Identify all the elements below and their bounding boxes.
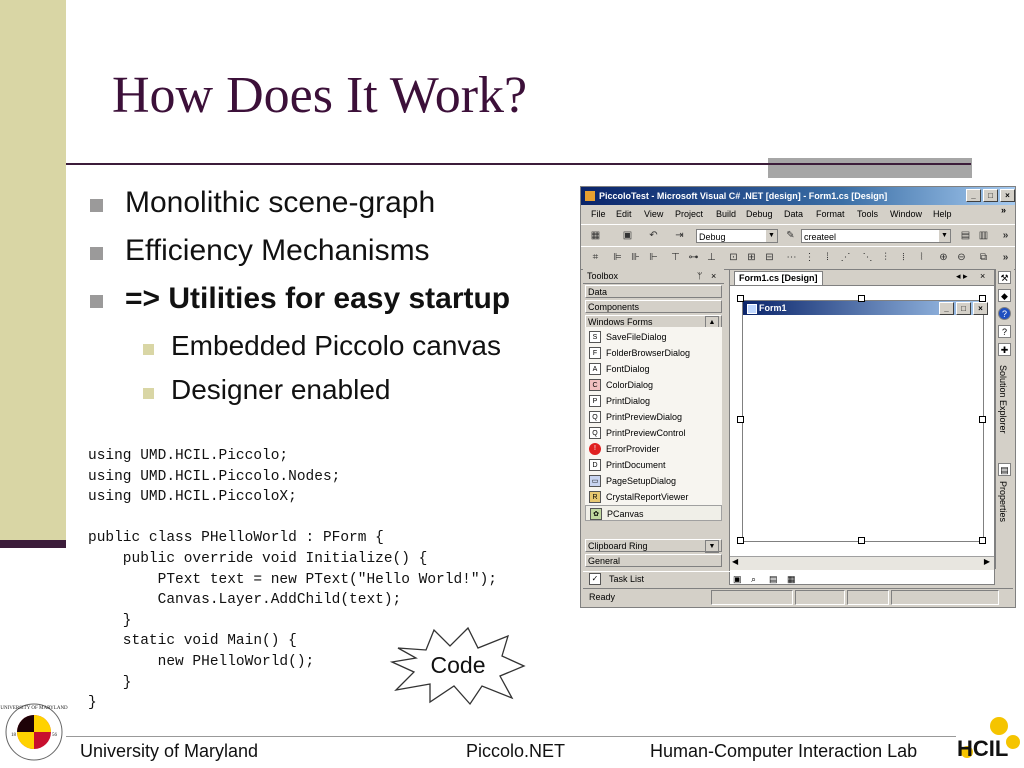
class-view-icon[interactable]: ◆: [998, 289, 1011, 302]
command-window-icon[interactable]: ▤: [769, 574, 778, 584]
toolbox-item[interactable]: [585, 377, 722, 393]
toolbox-item-label: PageSetupDialog: [606, 476, 677, 486]
errorprovider-icon: !: [589, 443, 601, 455]
side-panel: [995, 269, 1014, 569]
code-line: }: [88, 695, 97, 712]
status-cell: [795, 590, 845, 605]
toolbox-item-label: PrintDocument: [606, 460, 666, 470]
align-center-icon[interactable]: ⊪: [631, 252, 640, 263]
layout-toolbar: [581, 246, 1015, 270]
toolbox-item[interactable]: [585, 409, 722, 425]
toolbox-category-components[interactable]: Components: [585, 300, 722, 313]
toolbox-item-label: PrintPreviewDialog: [606, 412, 683, 422]
code-line: static void Main() {: [88, 633, 297, 650]
center-horizontal-icon[interactable]: ⊕: [939, 252, 948, 263]
footer-left-text: University of Maryland: [80, 741, 259, 761]
pagesetupdialog-icon: ▭: [589, 475, 601, 487]
menu-bar: [581, 207, 1015, 223]
maximize-button[interactable]: □: [983, 189, 998, 202]
close-icon[interactable]: ×: [980, 271, 986, 281]
menu-data[interactable]: Data: [784, 209, 804, 219]
toolbar-overflow-icon[interactable]: »: [1002, 230, 1009, 241]
status-cell: [891, 590, 999, 605]
tab-scroll-icon[interactable]: ◂ ▸: [956, 271, 968, 281]
center-vertical-icon[interactable]: ⊖: [957, 252, 966, 263]
vspacing-increase-icon[interactable]: ⫶: [884, 252, 887, 263]
status-cell: [711, 590, 793, 605]
toolbox-item-label: FontDialog: [606, 364, 650, 374]
menu-debug[interactable]: Debug: [746, 209, 773, 219]
hcil-logo: [955, 712, 1023, 768]
status-cell: [847, 590, 889, 605]
designer-tab-strip: [730, 270, 994, 286]
hcil-logo-text: HCIL: [957, 736, 1009, 761]
umd-logo-year-left: 18: [11, 733, 16, 738]
window-controls: [966, 189, 1015, 202]
status-text: Ready: [589, 592, 616, 602]
scroll-right-icon[interactable]: ▶: [983, 557, 990, 566]
toolbox-category-data[interactable]: Data: [585, 285, 722, 298]
bring-to-front-icon[interactable]: ⧉: [979, 252, 988, 263]
close-icon[interactable]: ×: [711, 271, 717, 281]
code-line: new PHelloWorld();: [88, 653, 315, 670]
toolbox-item-label: CrystalReportViewer: [606, 492, 689, 502]
menu-window[interactable]: Window: [890, 209, 923, 219]
toolbox-item-label: ErrorProvider: [606, 444, 660, 454]
properties-window-icon[interactable]: ▤: [998, 463, 1011, 476]
toolbox-item-label: SaveFileDialog: [606, 332, 667, 342]
task-list-bar: [583, 571, 993, 586]
new-project-icon[interactable]: ▦: [590, 230, 601, 241]
code-line: public class PHelloWorld : PForm {: [88, 530, 384, 547]
save-icon[interactable]: ▣: [622, 230, 633, 241]
standard-toolbar: [581, 224, 1015, 247]
callout-label: Code: [430, 652, 486, 678]
same-height-icon[interactable]: ⊞: [747, 252, 756, 263]
title-rule: [66, 163, 971, 165]
toolbox-category-general[interactable]: General: [585, 554, 722, 567]
toolbox-item[interactable]: [585, 393, 722, 409]
tab-properties[interactable]: Properties: [998, 481, 1008, 523]
resize-handle[interactable]: [858, 537, 865, 544]
toolbox-tab-icon[interactable]: ⚒: [998, 271, 1011, 284]
resize-handle[interactable]: [979, 416, 986, 423]
menu-tools[interactable]: Tools: [857, 209, 879, 219]
fontdialog-icon: A: [589, 363, 601, 375]
sub-bullet-text: Embedded Piccolo canvas: [171, 330, 501, 361]
sub-bullet-text: Designer enabled: [171, 374, 391, 405]
form-designer: [729, 269, 995, 585]
toolbox-category-clipboard-ring[interactable]: [585, 539, 722, 552]
slide-sidebar: [0, 0, 66, 548]
bullet-text: Monolithic scene-graph: [125, 186, 436, 219]
form-icon: [747, 304, 757, 314]
resize-handle[interactable]: [979, 295, 986, 302]
pcanvas-icon: ✿: [590, 508, 602, 520]
vspacing-remove-icon[interactable]: ⦚: [920, 252, 923, 263]
tab-form1-design[interactable]: Form1.cs [Design]: [734, 271, 823, 285]
menu-project[interactable]: Project: [675, 209, 704, 219]
sidebar-accent: [0, 540, 66, 548]
ide-window-title: PiccoloTest - Microsoft Visual C# .NET [design] - Form1.cs [Design]: [599, 191, 888, 201]
toolbox-item-selected[interactable]: [585, 505, 722, 521]
resize-handle[interactable]: [737, 537, 744, 544]
toolbox-title: Toolbox: [587, 271, 619, 281]
same-width-icon[interactable]: ⊡: [729, 252, 738, 263]
footer-right-text: Human-Computer Interaction Lab: [650, 741, 918, 761]
toolbox-item[interactable]: [585, 425, 722, 441]
scroll-up-icon[interactable]: ▲: [705, 316, 719, 329]
align-top-icon[interactable]: ⊤: [671, 252, 680, 263]
bullet-marker: [90, 247, 103, 260]
umd-logo-year-right: 56: [52, 733, 57, 738]
savefiledialog-icon: S: [589, 331, 601, 343]
index-icon[interactable]: ?: [998, 325, 1011, 338]
slide-title: How Does It Work?: [112, 67, 528, 124]
maximize-button: □: [956, 302, 971, 315]
colordialog-icon: C: [589, 379, 601, 391]
horizontal-scrollbar[interactable]: [730, 556, 994, 570]
hspacing-remove-icon[interactable]: ⋰: [840, 252, 851, 263]
resize-handle[interactable]: [858, 295, 865, 302]
sub-bullet-marker: [143, 344, 154, 355]
vspacing-decrease-icon[interactable]: ⦙: [902, 252, 905, 263]
menu-format[interactable]: Format: [816, 209, 845, 219]
align-bottom-icon[interactable]: ⊥: [707, 252, 716, 263]
form1-titlebar: [743, 301, 983, 315]
bullet-text: Efficiency Mechanisms: [125, 234, 430, 267]
close-button: ×: [973, 302, 988, 315]
vspacing-icon[interactable]: ⋱: [862, 252, 873, 263]
menu-edit[interactable]: Edit: [616, 209, 632, 219]
pin-icon[interactable]: ᛘ: [697, 271, 703, 281]
toolbox-item-label: FolderBrowserDialog: [606, 348, 691, 358]
toolbox-items: [585, 327, 722, 517]
category-label: Clipboard Ring: [588, 541, 648, 551]
toolbox-panel: [583, 269, 724, 573]
toolbox-item[interactable]: [585, 441, 722, 457]
crystalreportviewer-icon: R: [589, 491, 601, 503]
scroll-left-icon[interactable]: ◀: [732, 557, 739, 566]
umd-logo: [0, 700, 68, 764]
code-line: PText text = new PText("Hello World!");: [88, 571, 497, 588]
toolbox-item[interactable]: [585, 457, 722, 473]
align-grid-icon[interactable]: ⌗: [592, 252, 599, 263]
toolbox-item-label: PrintDialog: [606, 396, 651, 406]
breakpoints-icon[interactable]: ▦: [787, 574, 796, 584]
align-left-icon[interactable]: ⊫: [613, 252, 622, 263]
configuration-value: Debug: [699, 232, 726, 242]
footer-rule: [66, 736, 956, 737]
chevron-down-icon[interactable]: ▼: [939, 230, 950, 242]
title-rule-accent: [768, 158, 972, 178]
output-icon[interactable]: ▣: [733, 574, 742, 584]
menu-overflow-icon[interactable]: »: [1001, 205, 1007, 215]
align-middle-icon[interactable]: ⊶: [688, 252, 699, 263]
hspacing-icon[interactable]: ⋯: [786, 252, 797, 263]
resize-handle[interactable]: [737, 295, 744, 302]
resize-handle[interactable]: [979, 537, 986, 544]
tab-solution-explorer[interactable]: Solution Explorer: [998, 365, 1008, 434]
toolbox-item[interactable]: [585, 473, 722, 489]
find-combo[interactable]: [801, 229, 951, 243]
folderbrowserdialog-icon: F: [589, 347, 601, 359]
ide-titlebar: [581, 187, 1015, 205]
ide-window: [580, 186, 1016, 608]
code-line: }: [88, 612, 132, 629]
menu-build[interactable]: Build: [716, 209, 737, 219]
printpreviewcontrol-icon: Q: [589, 427, 601, 439]
printdialog-icon: P: [589, 395, 601, 407]
scroll-down-icon[interactable]: ▼: [705, 540, 719, 553]
bullet-text: => Utilities for easy startup: [125, 282, 511, 315]
code-line: public override void Initialize() {: [88, 550, 428, 567]
printdocument-icon: D: [589, 459, 601, 471]
printpreviewdialog-icon: Q: [589, 411, 601, 423]
bullet-marker: [90, 199, 103, 212]
help-icon[interactable]: ?: [998, 307, 1011, 320]
menu-view[interactable]: View: [644, 209, 664, 219]
task-list-icon: ✓: [589, 573, 601, 585]
bullet-marker: [90, 295, 103, 308]
chevron-down-icon[interactable]: ▼: [766, 230, 777, 242]
category-label: Windows Forms: [588, 317, 653, 327]
code-line: using UMD.HCIL.PiccoloX;: [88, 489, 297, 506]
align-right-icon[interactable]: ⊩: [649, 252, 658, 263]
toolbox-item[interactable]: [585, 361, 722, 377]
solution-explorer-icon[interactable]: ▤: [960, 230, 971, 241]
menu-help[interactable]: Help: [933, 209, 952, 219]
code-line: using UMD.HCIL.Piccolo.Nodes;: [88, 468, 341, 485]
form1-window[interactable]: [742, 300, 984, 542]
code-line: Canvas.Layer.AddChild(text);: [88, 592, 402, 609]
layout-overflow-icon[interactable]: »: [1002, 252, 1009, 263]
toolbox-item[interactable]: [585, 329, 722, 345]
app-icon: [585, 191, 595, 201]
form1-window-controls: [939, 302, 988, 315]
minimize-button: _: [939, 302, 954, 315]
toolbox-item[interactable]: [585, 345, 722, 361]
menu-file[interactable]: File: [591, 209, 606, 219]
toolbox-header: [583, 269, 724, 284]
toolbox-item-label: ColorDialog: [606, 380, 654, 390]
navigate-icon[interactable]: ⇥: [675, 230, 684, 241]
code-line: }: [88, 674, 132, 691]
close-button[interactable]: ×: [1000, 189, 1015, 202]
footer-center-text: Piccolo.NET: [466, 741, 566, 761]
undo-icon[interactable]: ↶: [649, 230, 658, 241]
sub-bullet-marker: [143, 388, 154, 399]
tab-task-list[interactable]: Task List: [609, 574, 645, 584]
toolbox-item-label: PrintPreviewControl: [606, 428, 686, 438]
form1-title: Form1: [759, 303, 787, 313]
hspacing-decrease-icon[interactable]: ⁞: [826, 252, 829, 263]
code-line: using UMD.HCIL.Piccolo;: [88, 448, 289, 464]
toolbox-item[interactable]: [585, 489, 722, 505]
find-icon[interactable]: ✎: [786, 230, 795, 241]
properties-icon[interactable]: ▥: [978, 230, 989, 241]
minimize-button[interactable]: _: [966, 189, 981, 202]
same-size-icon[interactable]: ⊟: [765, 252, 774, 263]
status-bar: [583, 588, 1013, 605]
umd-logo-text: UNIVERSITY OF MARYLAND: [0, 706, 68, 711]
toolbox-item-label: PCanvas: [607, 509, 644, 519]
resize-handle[interactable]: [737, 416, 744, 423]
resource-view-icon[interactable]: ✚: [998, 343, 1011, 356]
hspacing-increase-icon[interactable]: ⋮: [804, 252, 815, 263]
search-results-icon[interactable]: ⌕: [751, 574, 757, 584]
find-value: createel: [804, 232, 837, 242]
configuration-select[interactable]: [696, 229, 778, 243]
